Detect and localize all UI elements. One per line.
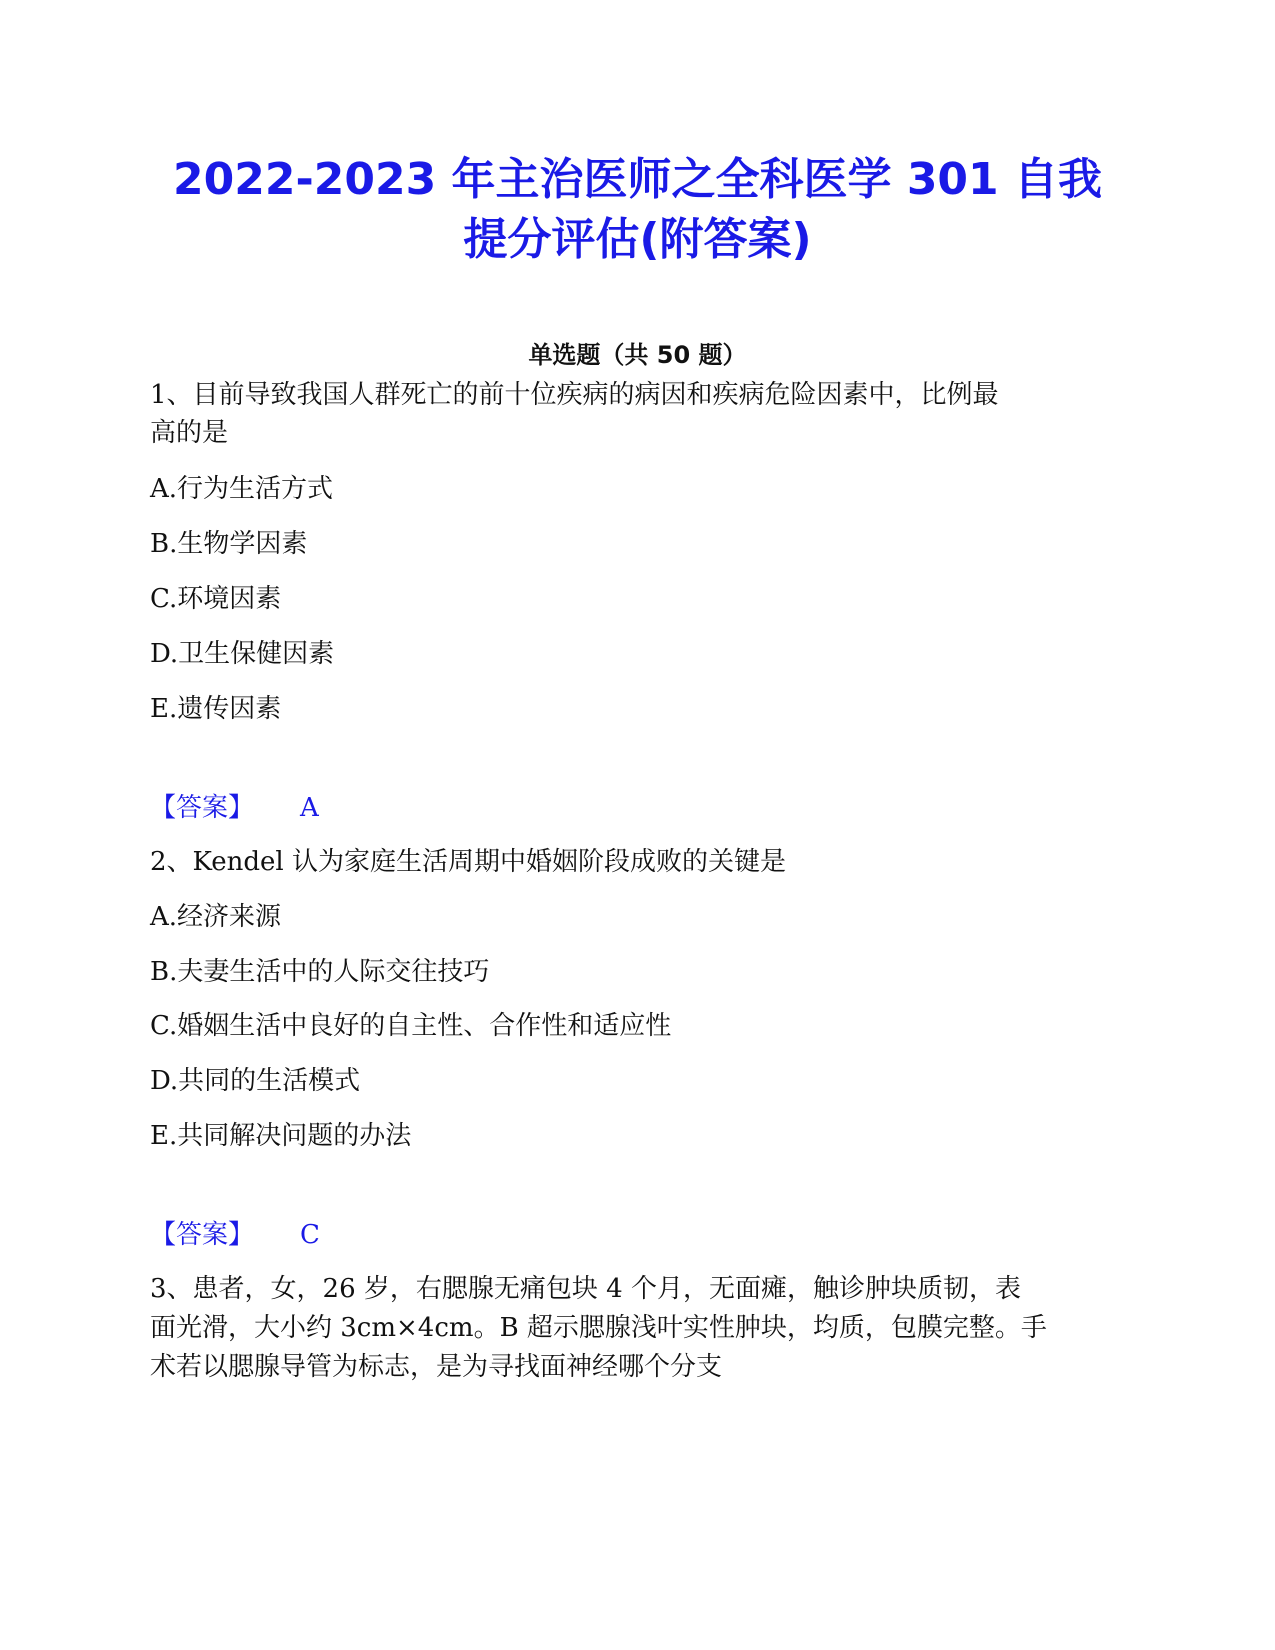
document-title-line-1: 2022-2023 年主治医师之全科医学 301 自我 [173, 154, 1102, 205]
question-1-option-c: C.环境因素 [150, 584, 282, 614]
question-2-option-e: E.共同解决问题的办法 [150, 1121, 412, 1151]
answer-value: C [300, 1220, 320, 1250]
question-2-option-b: B.夫妻生活中的人际交往技巧 [150, 957, 490, 987]
answer-label: 【答案】 [150, 1220, 255, 1250]
answer-label: 【答案】 [150, 793, 255, 823]
question-1-option-a: A.行为生活方式 [150, 474, 334, 504]
question-2-answer [150, 1215, 320, 1255]
question-1-option-d: D.卫生保健因素 [150, 639, 335, 669]
question-1-answer [150, 788, 319, 828]
question-3-stem-line-3: 术若以腮腺导管为标志，是为寻找面神经哪个分支 [150, 1352, 723, 1382]
question-3-stem-line-1: 3、患者，女，26 岁，右腮腺无痛包块 4 个月，无面瘫，触诊肿块质韧，表 [150, 1274, 1021, 1304]
question-2-stem-line-1: 2、Kendel 认为家庭生活周期中婚姻阶段成败的关键是 [150, 847, 787, 877]
answer-value: A [300, 793, 319, 823]
question-1-stem-line-1: 1、目前导致我国人群死亡的前十位疾病的病因和疾病危险因素中，比例最 [150, 380, 999, 410]
question-1-stem-line-2: 高的是 [150, 418, 229, 448]
section-title: 单选题（共 50 题） [528, 341, 747, 369]
question-2-option-d: D.共同的生活模式 [150, 1066, 361, 1096]
question-1-option-e: E.遗传因素 [150, 694, 282, 724]
document-title [100, 150, 1175, 270]
question-2-option-c: C.婚姻生活中良好的自主性、合作性和适应性 [150, 1011, 672, 1041]
question-3-stem-line-2: 面光滑，大小约 3cm×4cm。B 超示腮腺浅叶实性肿块，均质，包膜完整。手 [150, 1313, 1047, 1343]
document-title-line-2: 提分评估(附答案) [463, 214, 812, 265]
question-1-option-b: B.生物学因素 [150, 529, 308, 559]
question-2-option-a: A.经济来源 [150, 902, 282, 932]
